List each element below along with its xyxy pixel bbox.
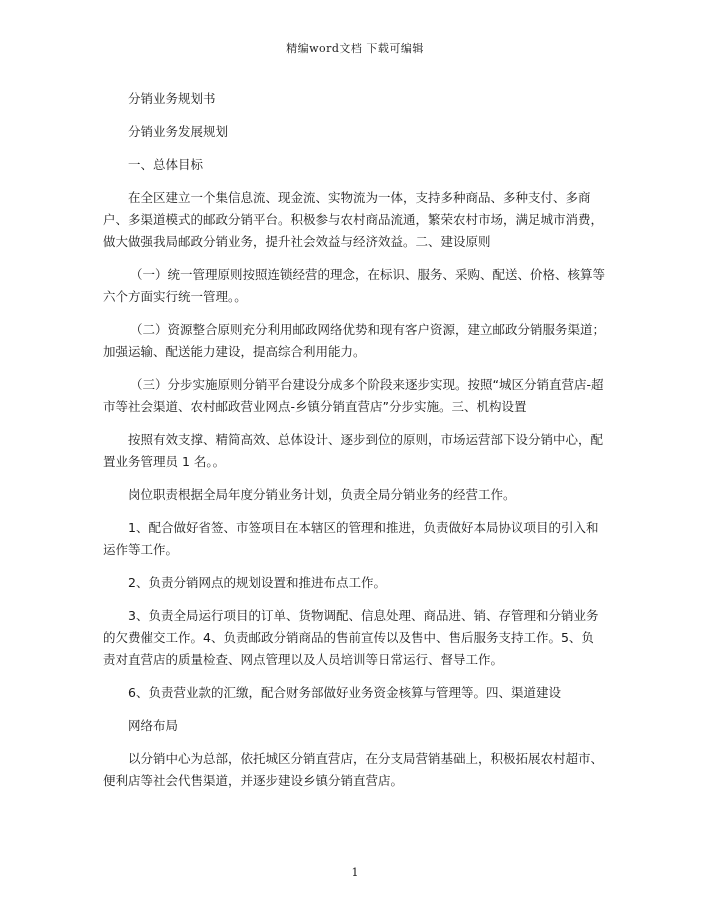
header-watermark: 精编word文档 下载可编辑 — [286, 42, 424, 55]
paragraph-principle-3: （三）分步实施原则分销平台建设分成多个阶段来逐步实现。按照“城区分销直营店-超市等社会渠道、农村邮政营业网点-乡镇分销直营店”分步实施。三、机构设置 — [103, 377, 604, 414]
paragraph-goals: 在全区建立一个集信息流、现金流、实物流为一体，支持多种商品、多种支付、多商户、多渠道模式的邮政分销平台。积极参与农村商品流通，繁荣农村市场，满足城市消费，做大做强我局邮政分销业务，提升社会效益与经济效益。二、建设原则 — [103, 190, 604, 249]
document-body — [103, 88, 605, 792]
paragraph-principle-1: （一）统一管理原则按照连锁经营的理念，在标识、服务、采购、配送、价格、核算等六个方面实行统一管理。。 — [103, 267, 606, 304]
doc-title: 分销业务规划书 — [128, 91, 216, 106]
paragraph-duty-1: 1、配合做好省签、市签项目在本辖区的管理和推进，负责做好本局协议项目的引入和运作等工作。 — [103, 520, 599, 557]
page-number: 1 — [351, 866, 359, 879]
paragraph-duties: 岗位职责根据全局年度分销业务计划，负责全局分销业务的经营工作。 — [128, 487, 516, 502]
subheading-network: 网络布局 — [128, 718, 179, 733]
paragraph-organization: 按照有效支撑、精简高效、总体设计、逐步到位的原则，市场运营部下设分销中心，配置业务管理员 1 名。。 — [103, 432, 604, 469]
paragraph-duty-6: 6、负责营业款的汇缴，配合财务部做好业务资金核算与管理等。四、渠道建设 — [128, 685, 561, 700]
section-heading-goals: 一、总体目标 — [128, 157, 204, 172]
paragraph-duty-3-5: 3、负责全局运行项目的订单、货物调配、信息处理、商品进、销、存管理和分销业务的欠费催交工作。4、负责邮政分销商品的售前宣传以及售中、售后服务支持工作。5、负责对直营店的质量检查、网点管理以及人员培训等日常运行、督导工作。 — [103, 608, 599, 667]
paragraph-network: 以分销中心为总部，依托城区分销直营店，在分支局营销基础上，积极拓展农村超市、便利店等社会代售渠道，并逐步建设乡镇分销直营店。 — [103, 751, 604, 788]
doc-subtitle: 分销业务发展规划 — [128, 124, 229, 139]
paragraph-duty-2: 2、负责分销网点的规划设置和推进布点工作。 — [128, 575, 386, 590]
paragraph-principle-2: （二）资源整合原则充分利用邮政网络优势和现有客户资源，建立邮政分销服务渠道；加强运输、配送能力建设，提高综合利用能力。 — [103, 322, 606, 359]
